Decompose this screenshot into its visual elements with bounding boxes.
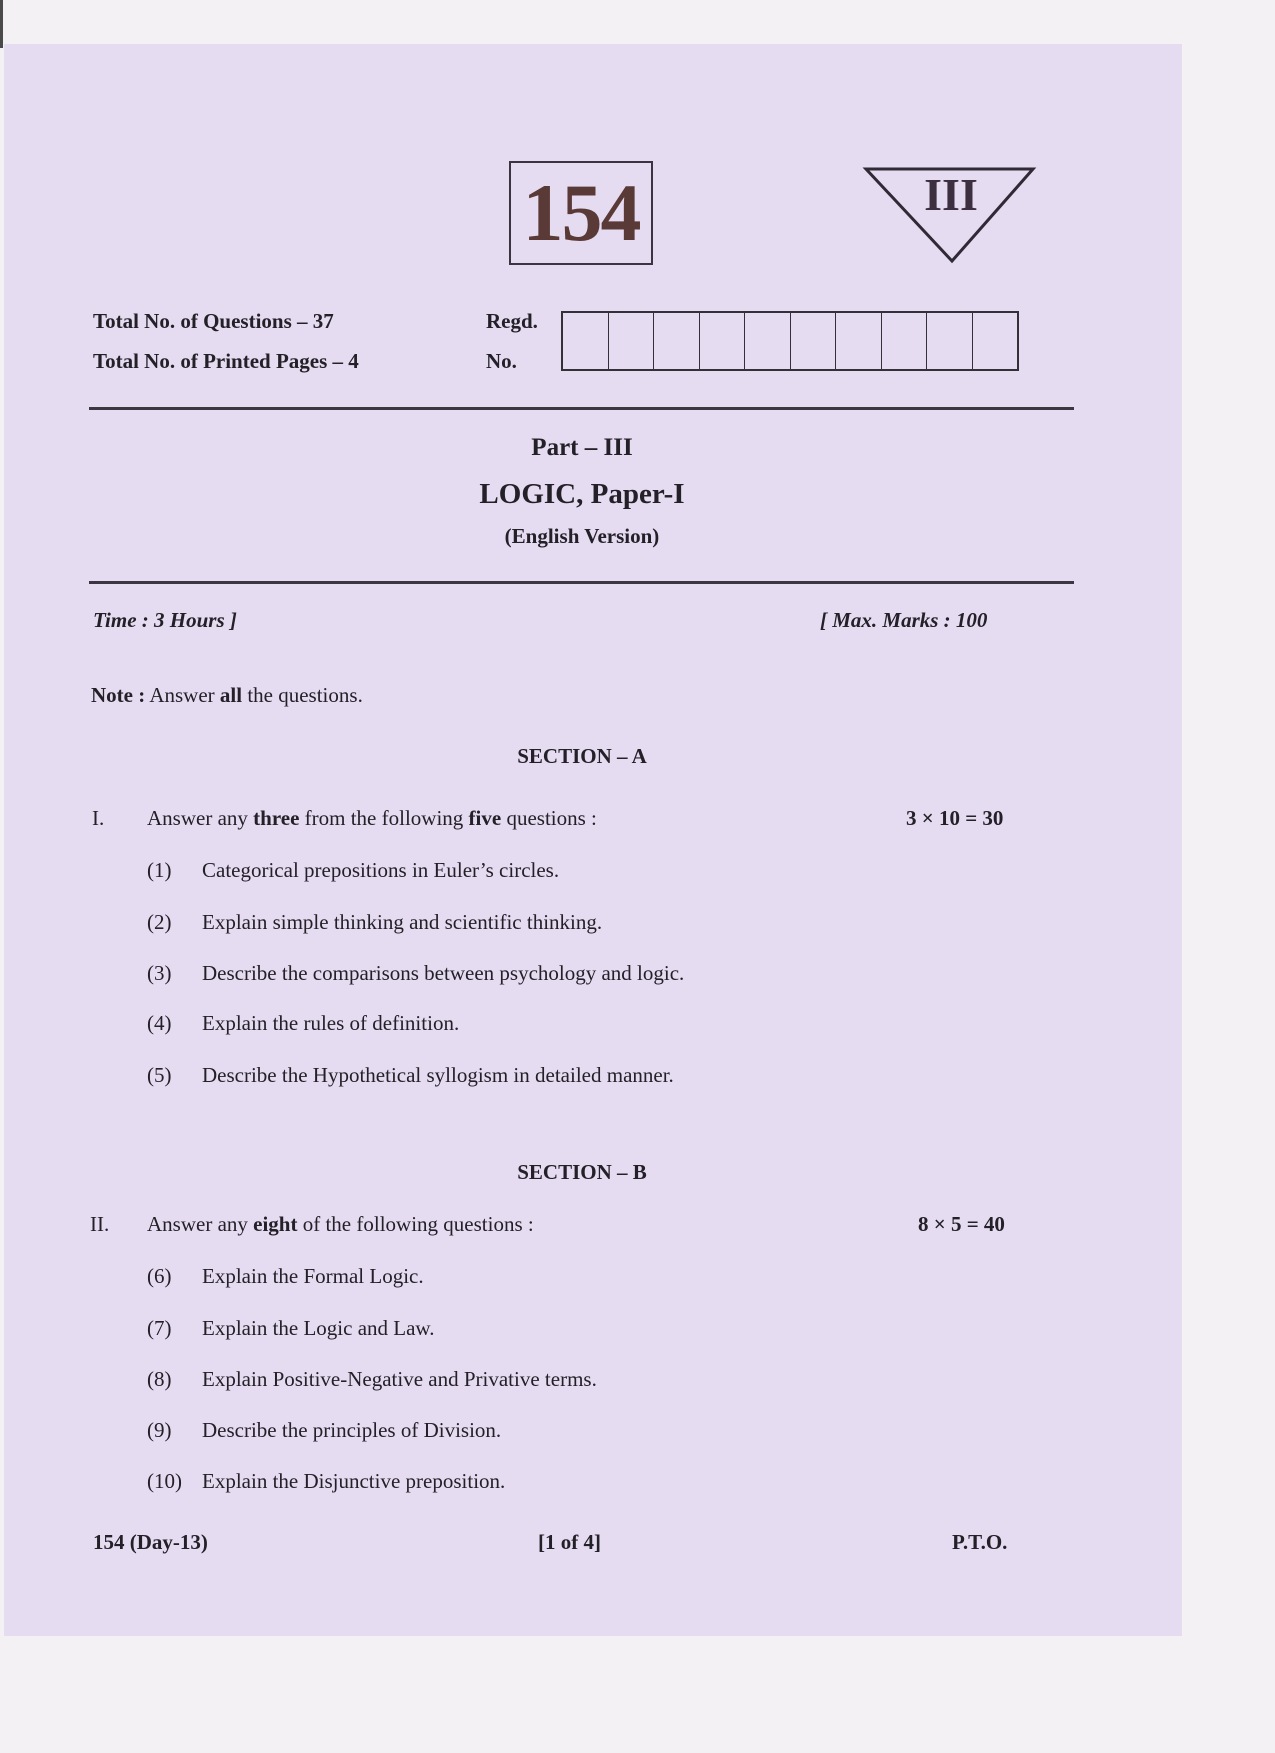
footer-code: 154 (Day-13) xyxy=(93,1530,208,1554)
note-label: Note : xyxy=(91,683,146,707)
note-text-bold: all xyxy=(219,683,243,707)
question-number: (7) xyxy=(147,1316,172,1340)
question-item xyxy=(0,1063,1100,1087)
question-number: (5) xyxy=(147,1063,172,1087)
question-item xyxy=(0,1264,1100,1288)
question-number: (8) xyxy=(147,1367,172,1391)
section-b-marks: 8 × 5 = 40 xyxy=(918,1212,1005,1236)
paper-code-box: 154 xyxy=(509,161,653,265)
note-line xyxy=(91,683,363,708)
question-text: Categorical prepositions in Euler’s circles. xyxy=(202,858,560,882)
instr-bold-five: five xyxy=(468,806,502,830)
section-a-instruction xyxy=(147,806,597,831)
regd-cell xyxy=(973,313,1018,369)
question-item xyxy=(0,1418,1100,1442)
divider-bottom xyxy=(89,581,1074,584)
question-text: Explain the Formal Logic. xyxy=(202,1264,424,1288)
total-questions: Total No. of Questions – 37 xyxy=(93,309,334,333)
regd-label: Regd. xyxy=(486,309,538,333)
question-number: (4) xyxy=(147,1011,172,1035)
instr-bold-three: three xyxy=(253,806,300,830)
question-item xyxy=(0,1469,1100,1493)
scan-edge-mark xyxy=(0,0,3,48)
instr-pre: Answer any xyxy=(147,1212,254,1236)
question-number: (1) xyxy=(147,858,172,882)
note-text-post: the questions. xyxy=(242,683,363,707)
question-number: (9) xyxy=(147,1418,172,1442)
section-a-heading: SECTION – A xyxy=(517,744,647,768)
note-text-pre: Answer xyxy=(149,683,220,707)
question-number: (2) xyxy=(147,910,172,934)
section-a-roman: I. xyxy=(92,806,105,830)
question-text: Explain simple thinking and scientific thinking. xyxy=(202,910,603,934)
regd-cell xyxy=(836,313,882,369)
instr-bold-eight: eight xyxy=(253,1212,298,1236)
version-label: (English Version) xyxy=(504,524,660,548)
regd-cell xyxy=(700,313,746,369)
section-a-marks: 3 × 10 = 30 xyxy=(906,806,1004,830)
no-label: No. xyxy=(486,349,517,373)
regd-cell xyxy=(791,313,837,369)
question-text: Explain the rules of definition. xyxy=(202,1011,460,1035)
regd-cell xyxy=(882,313,928,369)
regd-cell xyxy=(654,313,700,369)
group-code: III xyxy=(924,169,978,220)
question-item xyxy=(0,1011,1100,1035)
question-item xyxy=(0,1367,1100,1391)
regd-cell xyxy=(745,313,791,369)
question-text: Explain Positive-Negative and Privative terms. xyxy=(202,1367,597,1391)
question-text: Describe the comparisons between psychology and logic. xyxy=(202,961,685,985)
question-text: Explain the Disjunctive preposition. xyxy=(202,1469,506,1493)
max-marks: [ Max. Marks : 100 xyxy=(820,608,988,632)
registration-number-grid xyxy=(561,311,1019,371)
time-label: Time : 3 Hours ] xyxy=(93,608,237,632)
instr-mid: from the following xyxy=(299,806,469,830)
regd-cell xyxy=(927,313,973,369)
instr-post: of the following questions : xyxy=(297,1212,534,1236)
exam-sheet xyxy=(4,44,1182,1636)
section-b-roman: II. xyxy=(90,1212,110,1236)
section-b-heading: SECTION – B xyxy=(517,1160,647,1184)
subject-title: LOGIC, Paper-I xyxy=(479,478,685,510)
question-item xyxy=(0,1316,1100,1340)
question-number: (6) xyxy=(147,1264,172,1288)
footer-page: [1 of 4] xyxy=(538,1530,601,1554)
section-b-instruction xyxy=(147,1212,534,1237)
question-item xyxy=(0,910,1100,934)
question-number: (10) xyxy=(147,1469,182,1493)
regd-cell xyxy=(609,313,655,369)
question-item xyxy=(0,961,1100,985)
question-text: Describe the principles of Division. xyxy=(202,1418,502,1442)
question-text: Describe the Hypothetical syllogism in detailed manner. xyxy=(202,1063,674,1087)
question-item xyxy=(0,858,1100,882)
question-text: Explain the Logic and Law. xyxy=(202,1316,435,1340)
instr-pre: Answer any xyxy=(147,806,254,830)
regd-cell xyxy=(563,313,609,369)
footer-pto: P.T.O. xyxy=(952,1530,1008,1554)
divider-top xyxy=(89,407,1074,410)
part-title: Part – III xyxy=(531,434,633,461)
total-pages: Total No. of Printed Pages – 4 xyxy=(93,349,359,373)
question-number: (3) xyxy=(147,961,172,985)
instr-post: questions : xyxy=(501,806,597,830)
